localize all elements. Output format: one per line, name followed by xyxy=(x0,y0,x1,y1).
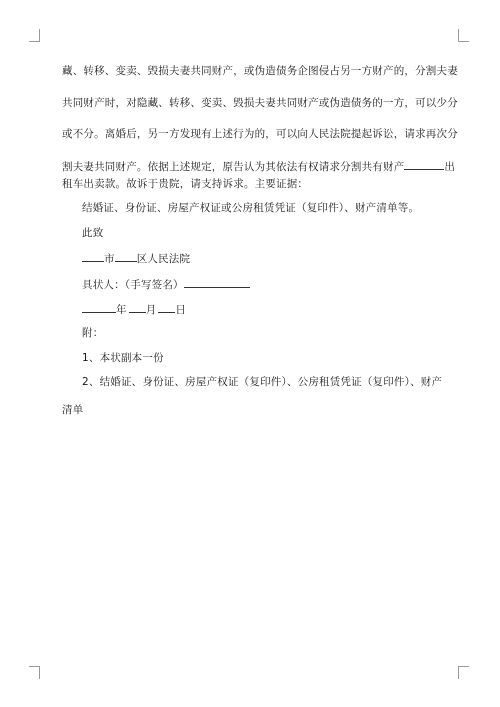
crop-mark-top-left xyxy=(29,29,40,42)
district-blank xyxy=(115,250,137,262)
attachment-item-2-line-1: 2、结婚证、身份证、房屋产权证（复印件）、公房租赁凭证（复印件）、财产 xyxy=(82,376,443,388)
attachment-item-2-line-2: 清单 xyxy=(62,404,84,416)
property-blank xyxy=(404,158,444,170)
date-line xyxy=(82,301,186,317)
paragraph-line-4-text: 割夫妻共同财产。依据上述规定，原告认为其依法有权请求分割共有财产 xyxy=(62,161,405,173)
salutation: 此致 xyxy=(82,227,104,239)
signer-line xyxy=(82,276,250,292)
paragraph-line-1: 藏、转移、变卖、毁损夫妻共同财产，或伪造债务企图侵占另一方财产的，分割夫妻 xyxy=(62,65,458,77)
paragraph-line-4 xyxy=(62,158,455,174)
day-label: 日 xyxy=(175,304,187,316)
city-blank xyxy=(82,250,104,262)
paragraph-line-5: 租车出卖款。故诉于贵院，请支持诉求。主要证据： xyxy=(62,178,309,190)
year-blank xyxy=(82,301,116,313)
signature-blank xyxy=(184,276,250,288)
year-label: 年 xyxy=(116,304,127,316)
crop-mark-bottom-left xyxy=(29,666,40,679)
attachment-item-1: 1、本状副本一份 xyxy=(82,352,164,364)
month-blank xyxy=(129,301,146,313)
evidence-list: 结婚证、身份证、房屋产权证或公房租赁凭证（复印件）、财产清单等。 xyxy=(82,202,420,214)
court-line xyxy=(82,250,190,266)
crop-mark-bottom-right xyxy=(458,666,469,679)
city-label: 市 xyxy=(104,253,115,265)
month-label: 月 xyxy=(145,304,157,316)
day-blank xyxy=(158,301,175,313)
court-label: 区人民法院 xyxy=(136,253,191,265)
paragraph-line-2: 共同财产时，对隐藏、转移、变卖、毁损夫妻共同财产或伪造债务的一方，可以少分 xyxy=(62,97,458,109)
attachments-heading: 附： xyxy=(82,327,104,339)
crop-mark-top-right xyxy=(458,29,469,42)
signer-label: 具状人：（手写签名） xyxy=(82,279,184,291)
paragraph-line-4-end: 出 xyxy=(444,161,456,173)
paragraph-line-3: 或不分。离婚后，另一方发现有上述行为的，可以向人民法院提起诉讼，请求再次分 xyxy=(62,128,458,140)
